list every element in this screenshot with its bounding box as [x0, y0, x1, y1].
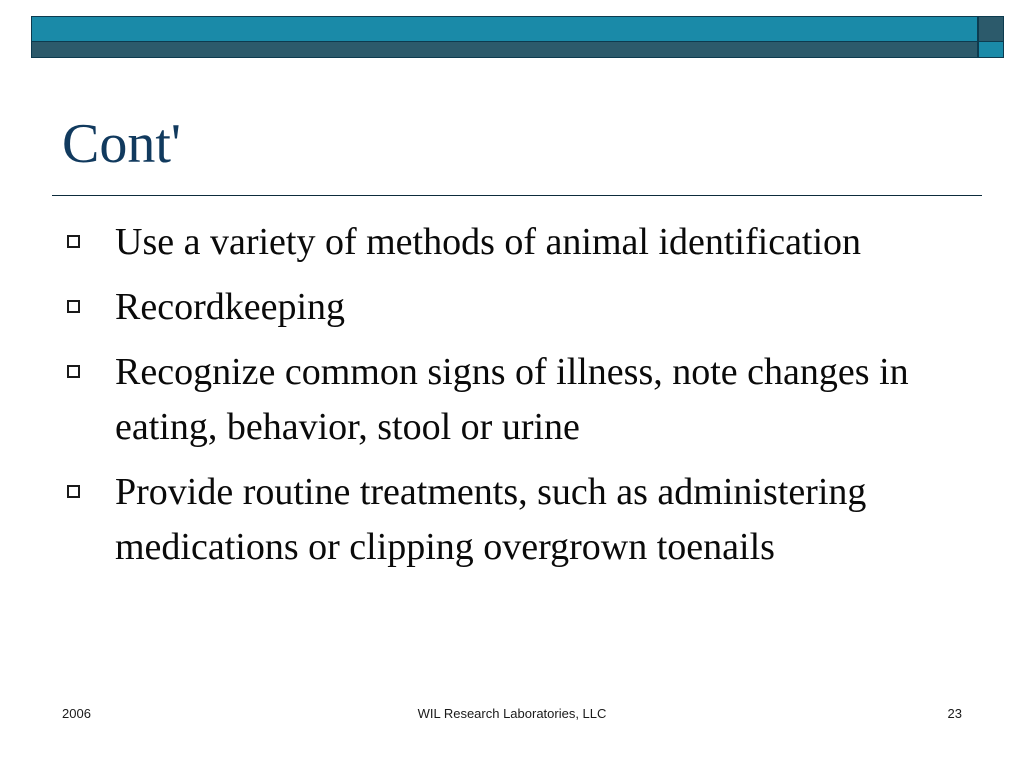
bullet-item	[62, 465, 942, 575]
slide-title: Cont'	[62, 113, 181, 175]
bullet-text: Provide routine treatments, such as administering medications or clipping overgrown toenails	[115, 471, 867, 568]
bullet-item	[62, 345, 942, 455]
footer-year: 2006	[62, 706, 91, 721]
hollow-square-icon	[67, 300, 80, 313]
bullet-text: Use a variety of methods of animal identification	[115, 221, 862, 263]
header-banner-square-top	[978, 16, 1004, 42]
hollow-square-icon	[67, 365, 80, 378]
bullet-text: Recordkeeping	[115, 286, 346, 328]
header-banner-square-bottom	[978, 42, 1004, 58]
bullet-item	[62, 280, 942, 335]
bullet-text: Recognize common signs of illness, note changes in eating, behavior, stool or urine	[115, 351, 909, 448]
bullet-list	[62, 215, 942, 585]
header-banner-bar	[31, 16, 978, 42]
footer-page-number: 23	[947, 706, 962, 721]
bullet-item	[62, 215, 942, 270]
title-divider	[52, 195, 982, 196]
footer-organization: WIL Research Laboratories, LLC	[417, 706, 607, 721]
hollow-square-icon	[67, 485, 80, 498]
header-banner-lower-bar	[31, 42, 978, 58]
hollow-square-icon	[67, 235, 80, 248]
